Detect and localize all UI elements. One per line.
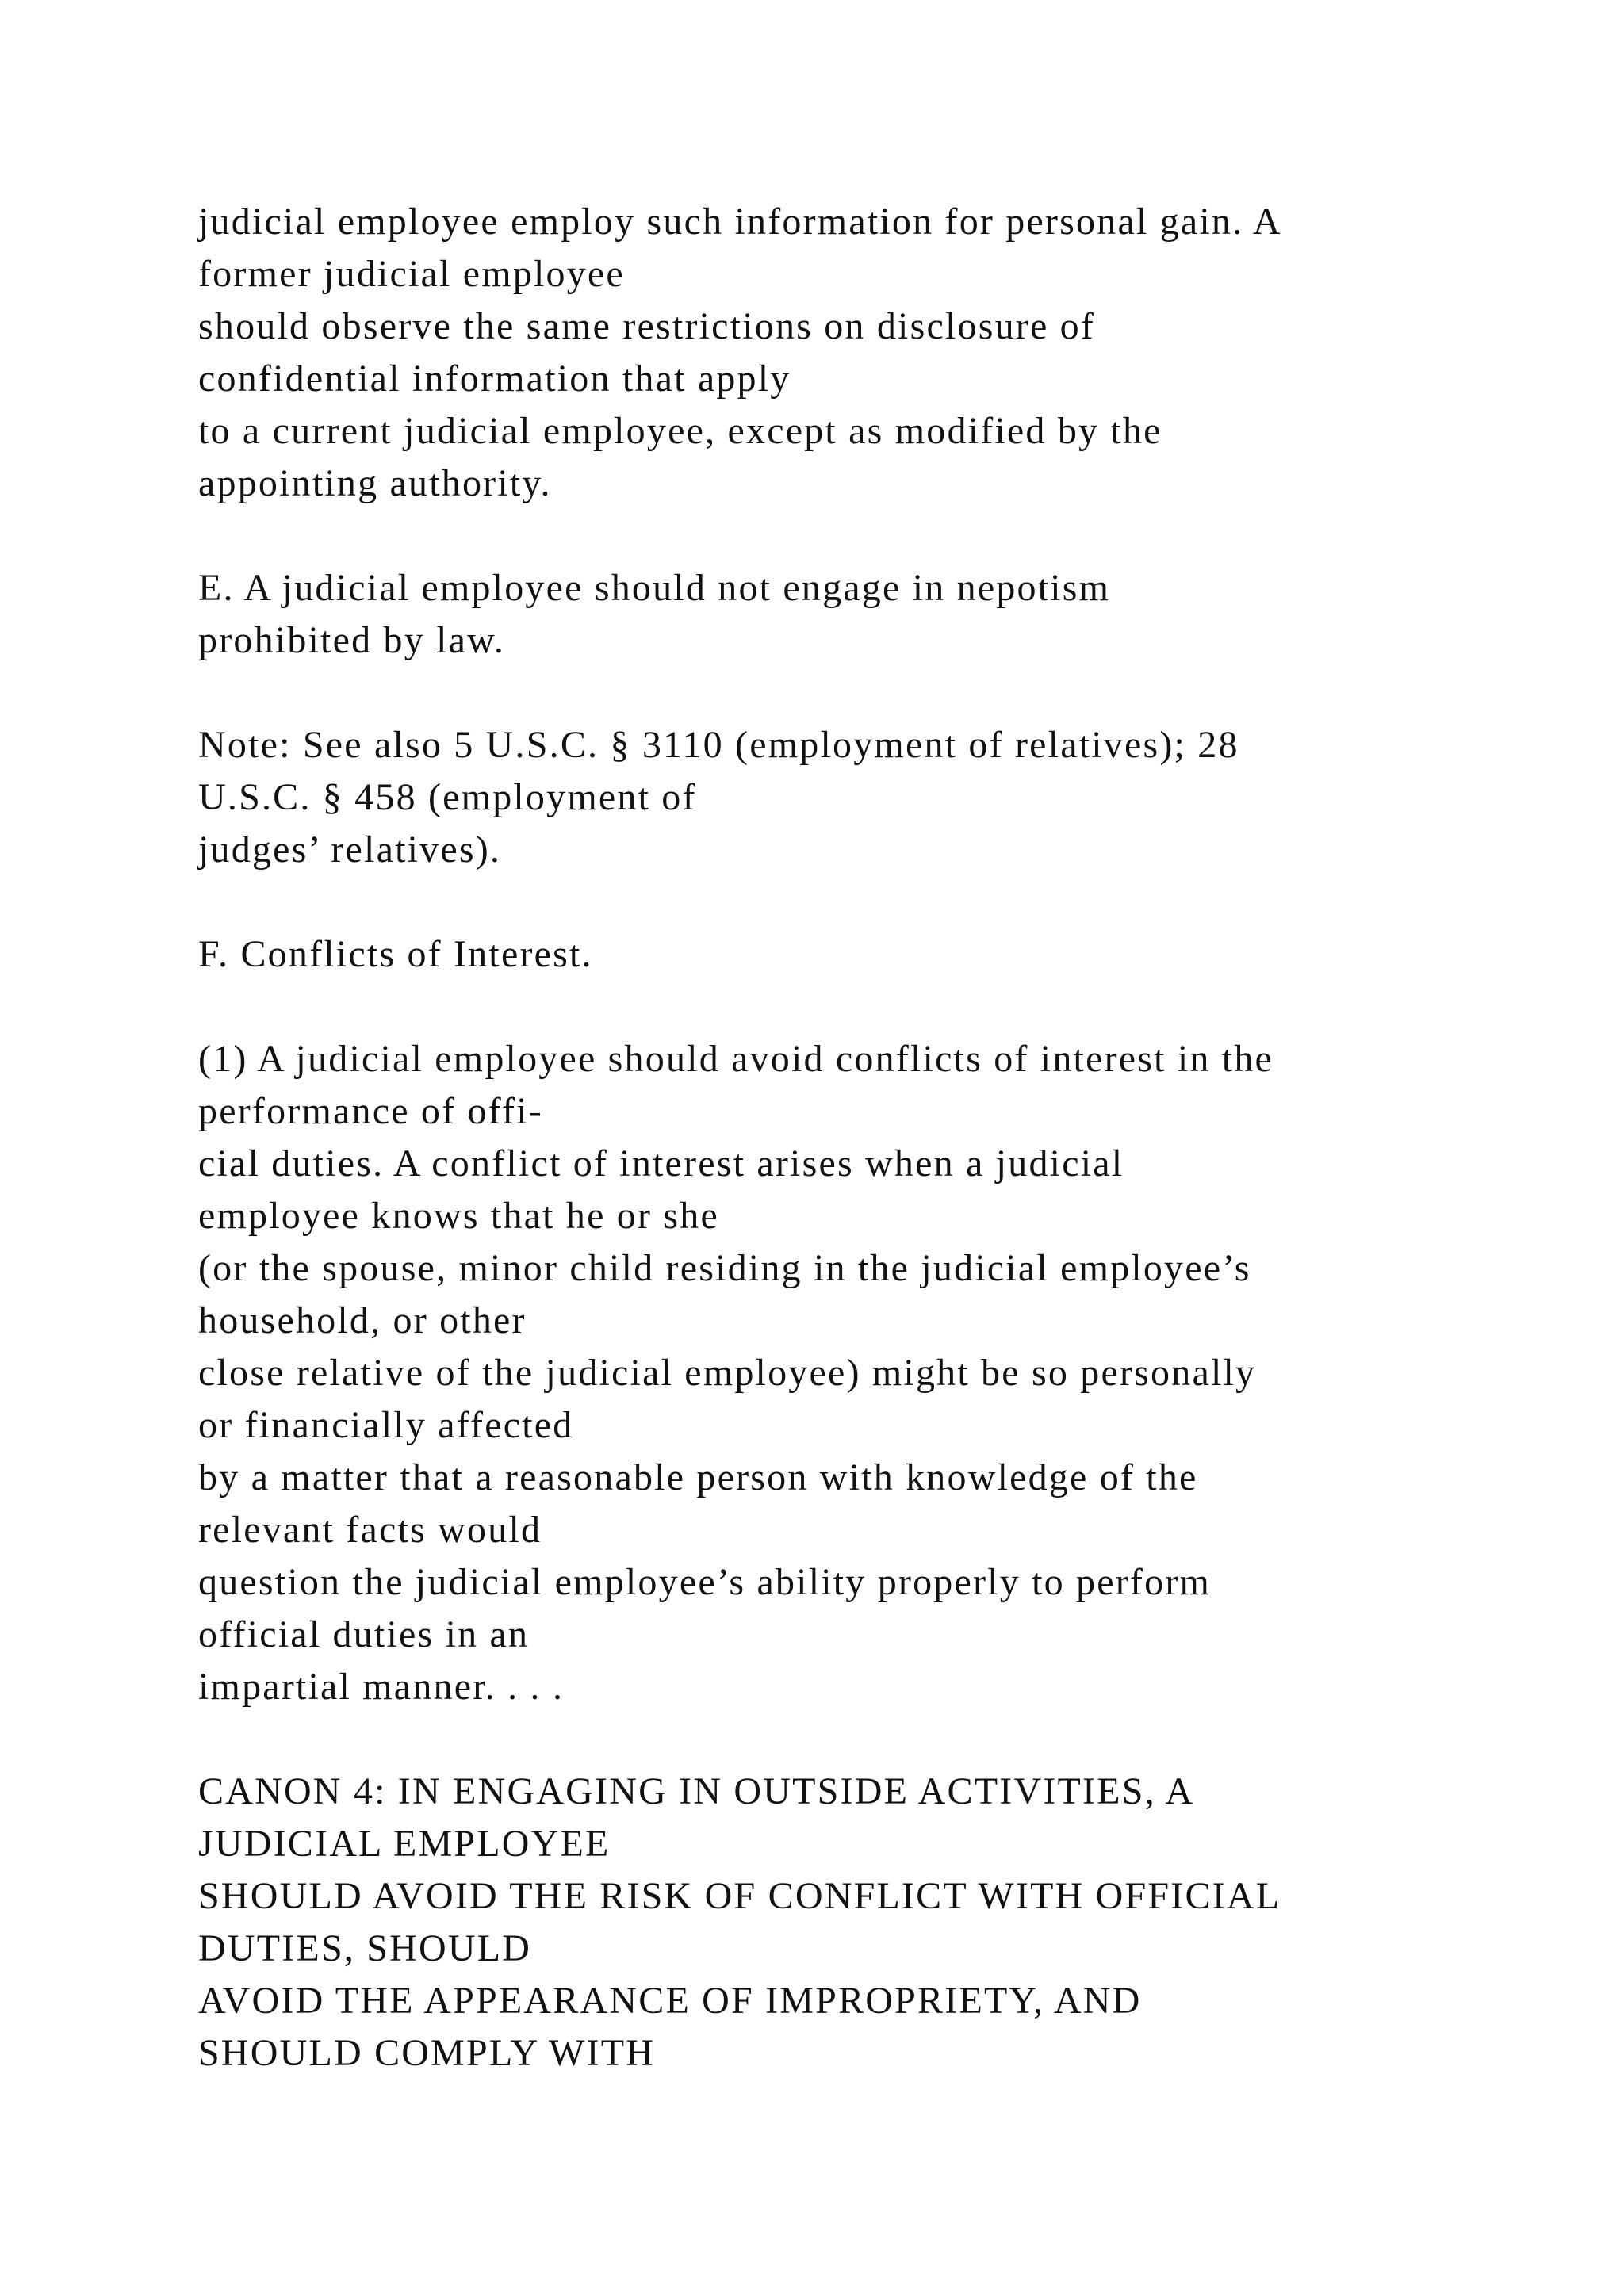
text-line: judicial employee employ such information for personal gain. A	[198, 201, 1282, 243]
text-line: former judicial employee	[198, 253, 625, 295]
text-line: to a current judicial employee, except as modified by the	[198, 410, 1162, 452]
text-line: impartial manner. . . .	[198, 1666, 565, 1708]
text-line: employee knows that he or she	[198, 1195, 719, 1237]
text-line: should observe the same restrictions on disclosure of	[198, 305, 1096, 347]
paragraph-gap	[198, 1713, 1546, 1766]
document-text	[198, 196, 1546, 2080]
text-line: by a matter that a reasonable person with knowledge of the	[198, 1456, 1198, 1498]
text-line: Note: See also 5 U.S.C. § 3110 (employment of relatives); 28	[198, 724, 1239, 766]
paragraph-gap	[198, 667, 1546, 719]
text-line: AVOID THE APPEARANCE OF IMPROPRIETY, AND	[198, 1980, 1142, 2022]
text-line: or financially affected	[198, 1404, 574, 1446]
text-line: U.S.C. § 458 (employment of	[198, 776, 697, 818]
text-line: F. Conflicts of Interest.	[198, 933, 593, 975]
text-line: appointing authority.	[198, 462, 552, 504]
text-line: (1) A judicial employee should avoid conflicts of interest in the	[198, 1038, 1274, 1080]
text-line: judges’ relatives).	[198, 828, 502, 871]
text-line: CANON 4: IN ENGAGING IN OUTSIDE ACTIVITIES, A	[198, 1770, 1195, 1812]
paragraph-gap	[198, 876, 1546, 928]
text-line: official duties in an	[198, 1613, 530, 1655]
text-line: household, or other	[198, 1299, 527, 1341]
paragraph-gap	[198, 981, 1546, 1033]
text-line: SHOULD AVOID THE RISK OF CONFLICT WITH OFFICIAL	[198, 1875, 1281, 1917]
text-line: relevant facts would	[198, 1509, 542, 1551]
text-line: E. A judicial employee should not engage in nepotism	[198, 567, 1111, 609]
text-line: confidential information that apply	[198, 358, 791, 400]
text-line: (or the spouse, minor child residing in the judicial employee’s	[198, 1247, 1251, 1289]
text-line: JUDICIAL EMPLOYEE	[198, 1823, 611, 1865]
text-line: cial duties. A conflict of interest arises when a judicial	[198, 1142, 1124, 1184]
text-line: DUTIES, SHOULD	[198, 1927, 532, 1969]
text-line: close relative of the judicial employee) might be so personally	[198, 1352, 1257, 1394]
paragraph-gap	[198, 510, 1546, 562]
text-line: question the judicial employee’s ability properly to perform	[198, 1561, 1212, 1603]
text-line: prohibited by law.	[198, 619, 506, 661]
text-line: performance of offi-	[198, 1090, 543, 1132]
text-line: SHOULD COMPLY WITH	[198, 2032, 656, 2074]
